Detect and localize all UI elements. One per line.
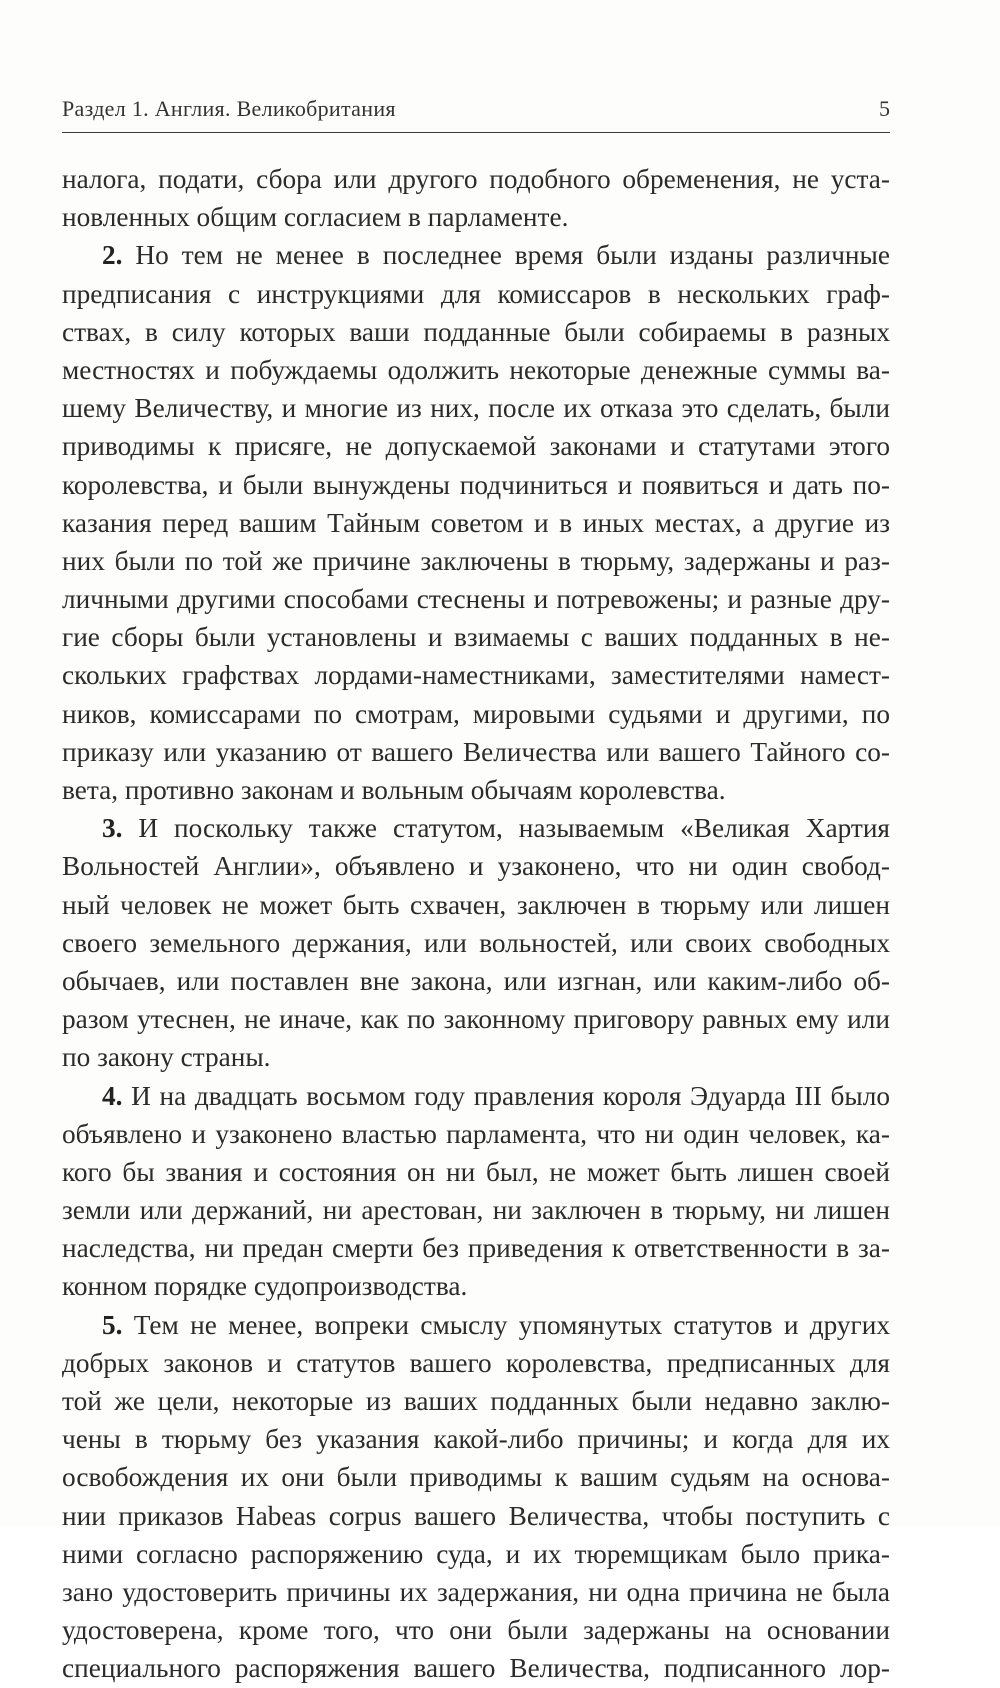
text-line: шему Величеству, и многие из них, после их отказа это сделать, были xyxy=(62,393,890,424)
text-line: королевства, и были вынуждены подчиниться и появиться и дать по- xyxy=(62,469,890,500)
text-line: приводимы к присяге, не допускаемой законами и статутами этого xyxy=(62,431,890,462)
text-line: ствах, в силу которых ваши подданные были собираемы в разных xyxy=(62,316,890,347)
text-line: кого бы звания и состояния он ни был, не может быть лишен своей xyxy=(62,1156,890,1187)
paragraph-3 xyxy=(62,809,890,1076)
text-line: Вольностей Англии», объявлено и узаконено, что ни один свобод- xyxy=(62,851,890,882)
text-line: предписания с инструкциями для комиссаров в нескольких граф- xyxy=(62,278,890,309)
text-line: удостоверена, кроме того, что они были задержаны на основании xyxy=(62,1615,890,1646)
paragraph-number: 3. xyxy=(102,813,123,844)
text-line: 2. Но тем не менее в последнее время были изданы различные xyxy=(102,240,890,271)
text-line: обычаев, или поставлен вне закона, или изгнан, или каким-либо об- xyxy=(62,965,890,996)
text-line: конном порядке судопроизводства. xyxy=(62,1271,468,1302)
text-line: ный человек не может быть схвачен, заключен в тюрьму или лишен xyxy=(62,889,890,920)
text-line: той же цели, некоторые из ваших подданных были недавно заклю- xyxy=(62,1386,890,1416)
text-line: 4. И на двадцать восьмом году правления короля Эдуарда III было xyxy=(102,1080,890,1111)
page-number: 5 xyxy=(879,96,890,121)
text-line: 3. И поскольку также статутом, называемым «Великая Хартия xyxy=(102,813,890,844)
text-line: приказу или указанию от вашего Величества или вашего Тайного со- xyxy=(62,736,890,767)
text-line: объявлено и узаконено властью парламента, что ни один человек, ка- xyxy=(62,1118,890,1149)
text-line: чены в тюрьму без указания какой-либо причины; и когда для их xyxy=(62,1424,890,1455)
text-line: новленных общим согласием в парламенте. xyxy=(62,202,569,233)
text-line: 5. Тем не менее, вопреки смыслу упомянутых статутов и других xyxy=(102,1309,890,1340)
text-line: ников, комиссарами по смотрам, мировыми судьями и другими, по xyxy=(62,698,890,729)
text-line: скольких графствах лордами-наместниками, заместителями намест- xyxy=(62,660,890,691)
text-line: наследства, ни предан смерти без приведения к ответственности в за- xyxy=(62,1233,890,1264)
paragraph-1 xyxy=(62,160,890,236)
paragraph-5 xyxy=(62,1306,890,1688)
text-line: налога, подати, сбора или другого подобного обременения, не уста- xyxy=(62,164,890,194)
text-line: разом утеснен, не иначе, как по законному приговору равных ему или xyxy=(62,1004,890,1035)
text-line: гие сборы были установлены и взимаемы с ваших подданных в не- xyxy=(62,622,890,653)
paragraph-2 xyxy=(62,236,890,809)
text-line: казания перед вашим Тайным советом и в иных местах, а другие из xyxy=(62,507,890,538)
text-line: по закону страны. xyxy=(62,1042,271,1073)
text-line: добрых законов и статутов вашего королевства, предписанных для xyxy=(62,1347,890,1378)
body-text xyxy=(62,160,890,1688)
text-line: своего земельного держания, или вольностей, или своих свободных xyxy=(62,927,890,958)
text-line: вета, противно законам и вольным обычаям королевства. xyxy=(62,775,726,805)
paragraph-number: 4. xyxy=(102,1080,123,1111)
text-line: них были по той же причине заключены в тюрьму, задержаны и раз- xyxy=(62,545,890,576)
paragraph-4 xyxy=(62,1077,890,1306)
text-line: зано удостоверить причины их задержания, ни одна причина не была xyxy=(62,1576,890,1607)
running-header xyxy=(62,92,890,133)
text-line: освобождения их они были приводимы к вашим судьям на основа- xyxy=(62,1462,890,1493)
text-line: личными другими способами стеснены и потревожены; и разные дру- xyxy=(62,584,890,615)
section-title: Раздел 1. Англия. Великобритания xyxy=(62,96,396,121)
text-line: ними согласно распоряжению суда, и их тюремщикам было прика- xyxy=(62,1538,890,1569)
text-line: местностях и побуждаемы одолжить некоторые денежные суммы ва- xyxy=(62,354,890,385)
paragraph-number: 2. xyxy=(102,240,123,271)
text-line: специального распоряжения вашего Величества, подписанного лор- xyxy=(62,1653,890,1684)
paragraph-number: 5. xyxy=(102,1309,123,1340)
text-line: нии приказов Habeas corpus вашего Величества, чтобы поступить с xyxy=(62,1500,890,1531)
text-line: земли или держаний, ни арестован, ни заключен в тюрьму, ни лишен xyxy=(62,1195,890,1226)
